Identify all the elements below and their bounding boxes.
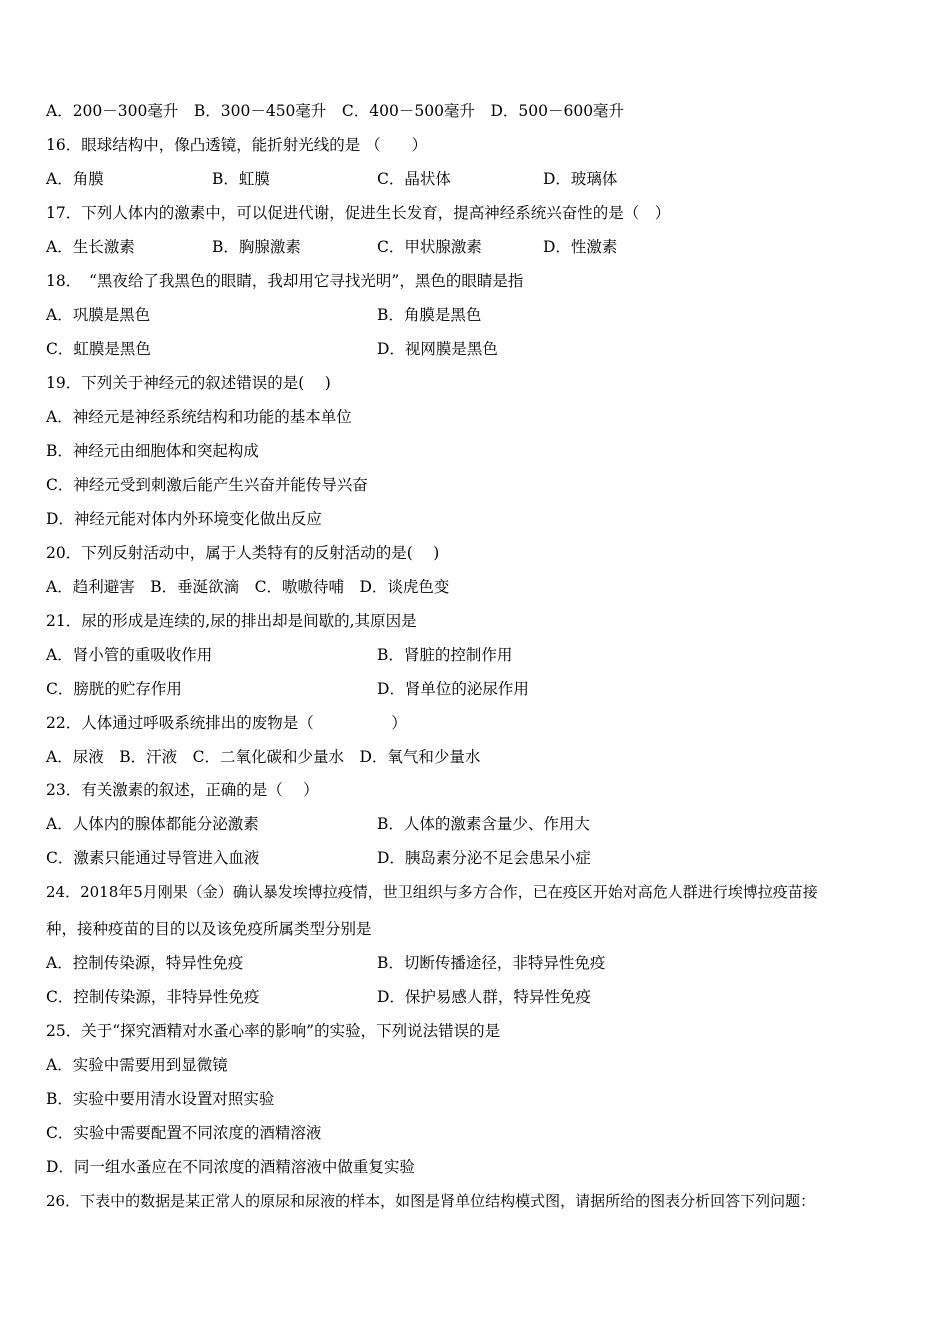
q23-stem: 23．有关激素的叙述，正确的是（ ）	[46, 781, 319, 799]
q16-option-d: D．玻璃体	[543, 170, 618, 188]
q24-options-row2	[46, 987, 926, 1007]
q18-options-row2	[46, 339, 926, 359]
q17-stem: 17．下列人体内的激素中，可以促进代谢，促进生长发育，提高神经系统兴奋性的是（ ）	[46, 204, 671, 222]
q24-stem-line2: 种，接种疫苗的目的以及该免疫所属类型分别是	[46, 920, 372, 938]
q17-option-a: A．生长激素	[46, 238, 135, 256]
q23-option-c: C．激素只能通过导管进入血液	[46, 849, 260, 867]
q23-option-d: D．胰岛素分泌不足会患呆小症	[377, 849, 591, 867]
q25-option-c: C．实验中需要配置不同浓度的酒精溶液	[46, 1124, 322, 1142]
q21-option-d: D．肾单位的泌尿作用	[377, 680, 529, 698]
q21-option-a: A．肾小管的重吸收作用	[46, 646, 213, 664]
q16-stem: 16．眼球结构中，像凸透镜，能折射光线的是 （ ）	[46, 136, 428, 154]
q19-option-c: C．神经元受到刺激后能产生兴奋并能传导兴奋	[46, 476, 368, 494]
q18-stem: 18． “黑夜给了我黑色的眼睛，我却用它寻找光明”，黑色的眼睛是指	[46, 272, 524, 290]
q21-options-row1	[46, 645, 926, 665]
q21-option-b: B．肾脏的控制作用	[377, 646, 513, 664]
q16-option-a: A．角膜	[46, 170, 104, 188]
q24-options-row1	[46, 953, 926, 973]
q18-option-a: A．巩膜是黑色	[46, 306, 151, 324]
q20-stem: 20．下列反射活动中，属于人类特有的反射活动的是( )	[46, 544, 440, 562]
q25-option-d: D．同一组水蚤应在不同浓度的酒精溶液中做重复实验	[46, 1158, 415, 1176]
q22-options: A．尿液 B．汗液 C．二氧化碳和少量水 D．氧气和少量水	[46, 748, 481, 766]
q26-stem: 26．下表中的数据是某正常人的原尿和尿液的样本，如图是肾单位结构模式图，请据所给的图表分析回答下列问题：	[46, 1192, 816, 1210]
q25-option-b: B．实验中要用清水设置对照实验	[46, 1090, 275, 1108]
q25-option-a: A．实验中需要用到显微镜	[46, 1056, 228, 1074]
q20-options: A．趋利避害 B．垂涎欲滴 C．嗷嗷待哺 D．谈虎色变	[46, 578, 450, 596]
q18-option-c: C．虹膜是黑色	[46, 340, 151, 358]
q23-option-b: B．人体的激素含量少、作用大	[377, 815, 590, 833]
q17-options	[46, 237, 926, 257]
q24-option-d: D．保护易感人群，特异性免疫	[377, 988, 591, 1006]
q17-option-c: C．甲状腺激素	[377, 238, 482, 256]
q23-options-row2	[46, 848, 926, 868]
q22-stem: 22．人体通过呼吸系统排出的废物是（ ）	[46, 714, 407, 732]
q19-option-a: A．神经元是神经系统结构和功能的基本单位	[46, 408, 352, 426]
q18-option-d: D．视网膜是黑色	[377, 340, 498, 358]
q17-option-b: B．胸腺激素	[212, 238, 301, 256]
q21-stem: 21．尿的形成是连续的,尿的排出却是间歇的,其原因是	[46, 612, 417, 630]
q24-option-a: A．控制传染源，特异性免疫	[46, 954, 244, 972]
q25-stem: 25．关于“探究酒精对水蚤心率的影响”的实验，下列说法错误的是	[46, 1022, 501, 1040]
q18-options-row1	[46, 305, 926, 325]
q23-options-row1	[46, 814, 926, 834]
q15-options: A．200－300毫升 B．300－450毫升 C．400－500毫升 D．500－600毫升	[46, 102, 625, 120]
q24-option-c: C．控制传染源，非特异性免疫	[46, 988, 260, 1006]
q19-stem: 19．下列关于神经元的叙述错误的是( )	[46, 374, 331, 392]
q19-option-d: D．神经元能对体内外环境变化做出反应	[46, 510, 322, 528]
q21-option-c: C．膀胱的贮存作用	[46, 680, 182, 698]
q21-options-row2	[46, 679, 926, 699]
q19-option-b: B．神经元由细胞体和突起构成	[46, 442, 259, 460]
q18-option-b: B．角膜是黑色	[377, 306, 482, 324]
q23-option-a: A．人体内的腺体都能分泌激素	[46, 815, 259, 833]
q24-stem-line1: 24．2018年5月刚果（金）确认暴发埃博拉疫情，世卫组织与多方合作，已在疫区开始对高危人群进行埃博拉疫苗接	[46, 883, 818, 901]
q17-option-d: D．性激素	[543, 238, 618, 256]
q24-option-b: B．切断传播途径，非特异性免疫	[377, 954, 606, 972]
q16-option-b: B．虹膜	[212, 170, 270, 188]
q16-option-c: C．晶状体	[377, 170, 451, 188]
q16-options	[46, 169, 926, 189]
